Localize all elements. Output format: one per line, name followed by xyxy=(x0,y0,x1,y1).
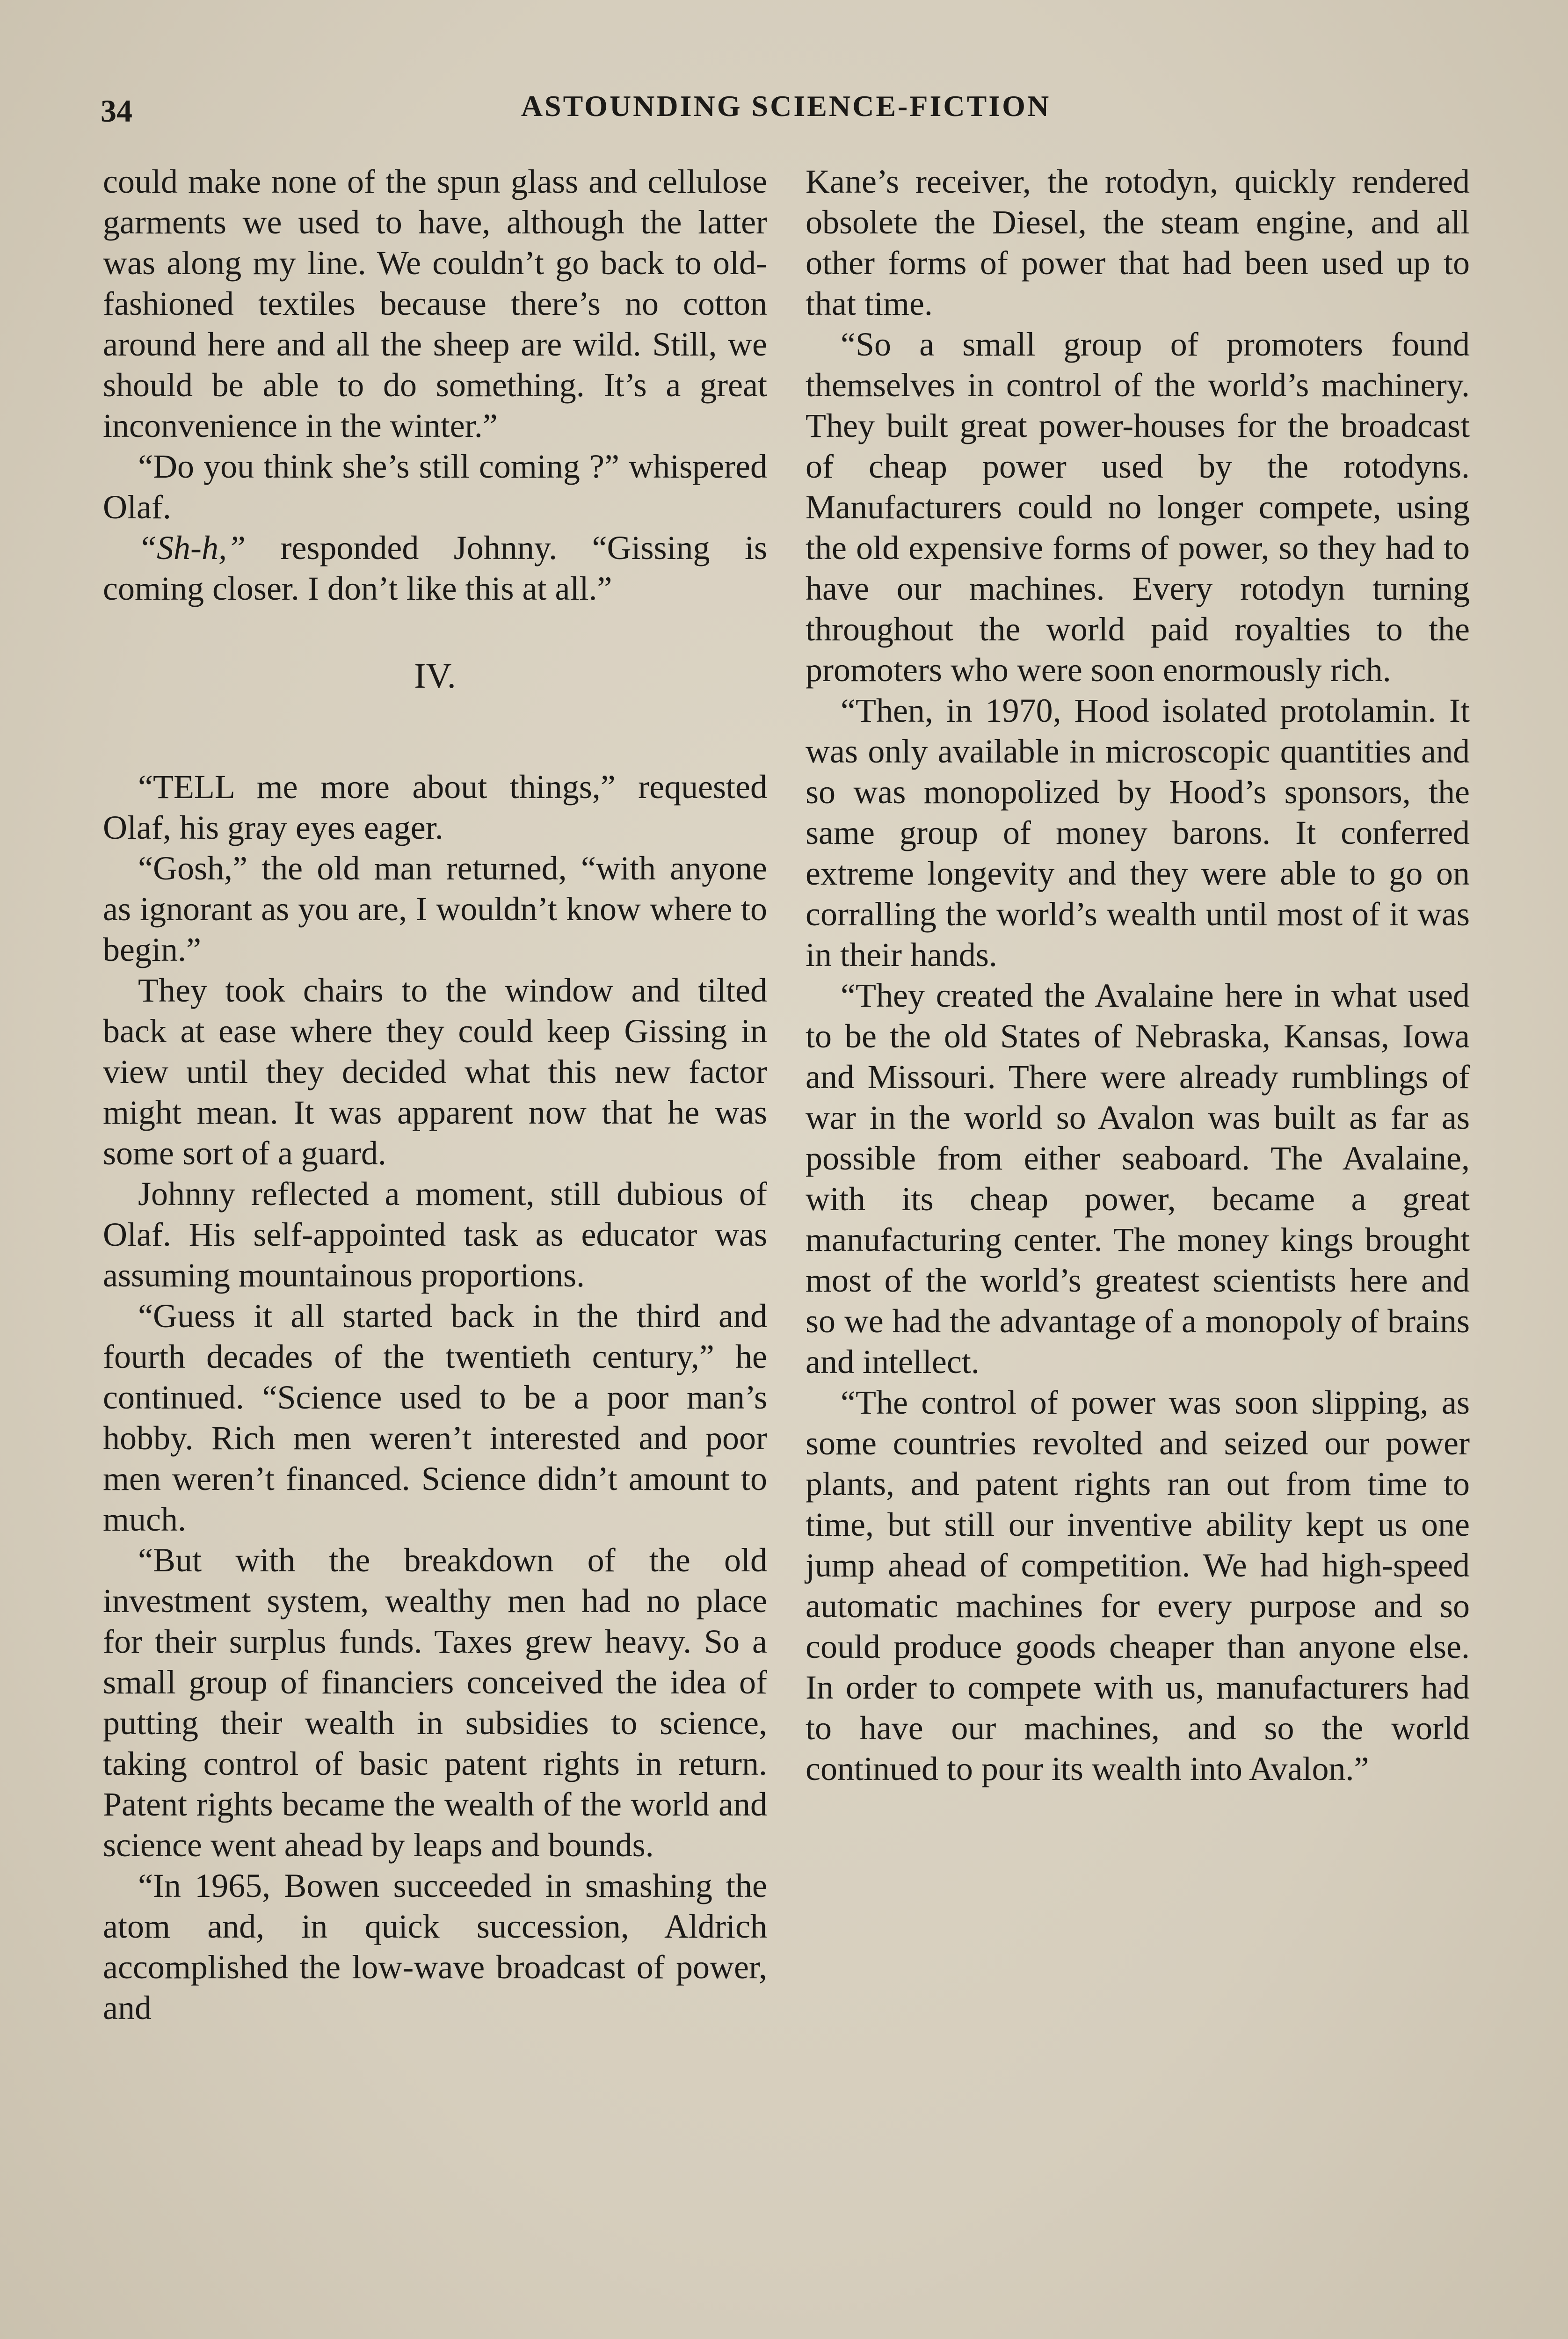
paragraph: “They created the Avalaine here in what used to be the old States of Nebraska, Kansas, Iowa and Missouri. There were already rumblings of war in the world so Avalon was built as far as possible from either seaboard. The Avalaine, with its cheap power, became a great manufacturing center. The money kings brought most of the world’s greatest scientists here and so we had the advantage of a monopoly of brains and intellect. xyxy=(806,977,1470,1380)
paragraph: “So a small group of promoters found themselves in control of the world’s machinery. They built great power-houses for the broadcast of cheap power used by the rotodyns. Manufacturers could no longer compete, using the old expensive forms of power, so they had to have our machines. Every rotodyn turning throughout the world paid royalties to the promoters who were soon enormously rich. xyxy=(806,326,1470,689)
paragraph: They took chairs to the window and tilted back at ease where they could keep Gissing in view until they decided what this new factor might mean. It was apparent now that he was some sort of a guard. xyxy=(103,972,767,1172)
paragraph-text: responded Johnny. “Gissing is coming closer. I don’t like this at all.” xyxy=(103,529,767,607)
left-column xyxy=(103,161,767,2028)
paragraph: “TELL me more about things,” requested Olaf, his gray eyes eager. xyxy=(103,768,767,846)
paragraph xyxy=(103,528,767,609)
paragraph: “Then, in 1970, Hood isolated protolamin. It was only available in microscopic quantities and so was monopolized by Hood’s sponsors, the same group of money barons. It conferred extreme longevity and they were able to go on corralling the world’s wealth until most of it was in their hands. xyxy=(806,692,1470,973)
paragraph: “The control of power was soon slipping, as some countries revolted and seized our power plants, and patent rights ran out from time to time, but still our inventive ability kept us one jump ahead of competition. We had high-speed automatic machines for every purpose and so could produce goods cheaper than anyone else. In order to compete with us, manufacturers had to have our machines, and so the world continued to pour its wealth into Avalon.” xyxy=(806,1384,1470,1787)
paragraph: could make none of the spun glass and cellulose garments we used to have, although the latter was along my line. We couldn’t go back to old-fashioned textiles because there’s no cotton around here and all the sheep are wild. Still, we should be able to do something. It’s a great inconvenience in the winter.” xyxy=(103,163,767,444)
page-header xyxy=(101,89,1471,140)
italic-exclamation: “Sh-h,” xyxy=(138,529,246,567)
paragraph: Johnny reflected a moment, still dubious of Olaf. His self-appointed task as educator was assuming mountainous proportions. xyxy=(103,1175,767,1294)
page-number: 34 xyxy=(101,93,132,129)
paragraph: Kane’s receiver, the rotodyn, quickly rendered obsolete the Diesel, the steam engine, and all other forms of power that had been used up to that time. xyxy=(806,163,1470,322)
paragraph: “Do you think she’s still coming ?” whispered Olaf. xyxy=(103,448,767,526)
paragraph: “In 1965, Bowen succeeded in smashing the atom and, in quick succession, Aldrich accomplished the low-wave broadcast of power, and xyxy=(103,1867,767,2027)
paragraph: “Guess it all started back in the third and fourth decades of the twentieth century,” he continued. “Science used to be a poor man’s hobby. Rich men weren’t interested and poor men weren’t financed. Science didn’t amount to much. xyxy=(103,1297,767,1538)
right-column xyxy=(806,161,1470,1789)
section-heading: IV. xyxy=(414,656,456,696)
paragraph: “Gosh,” the old man returned, “with anyone as ignorant as you are, I wouldn’t know where to begin.” xyxy=(103,850,767,968)
paragraph: “But with the breakdown of the old investment system, wealthy men had no place for their surplus funds. Taxes grew heavy. So a small group of financiers conceived the idea of putting their wealth in subsidies to science, taking control of basic patent rights in return. Patent rights became the wealth of the world and science went ahead by leaps and bounds. xyxy=(103,1541,767,1864)
running-title: ASTOUNDING SCIENCE-FICTION xyxy=(521,89,1051,123)
